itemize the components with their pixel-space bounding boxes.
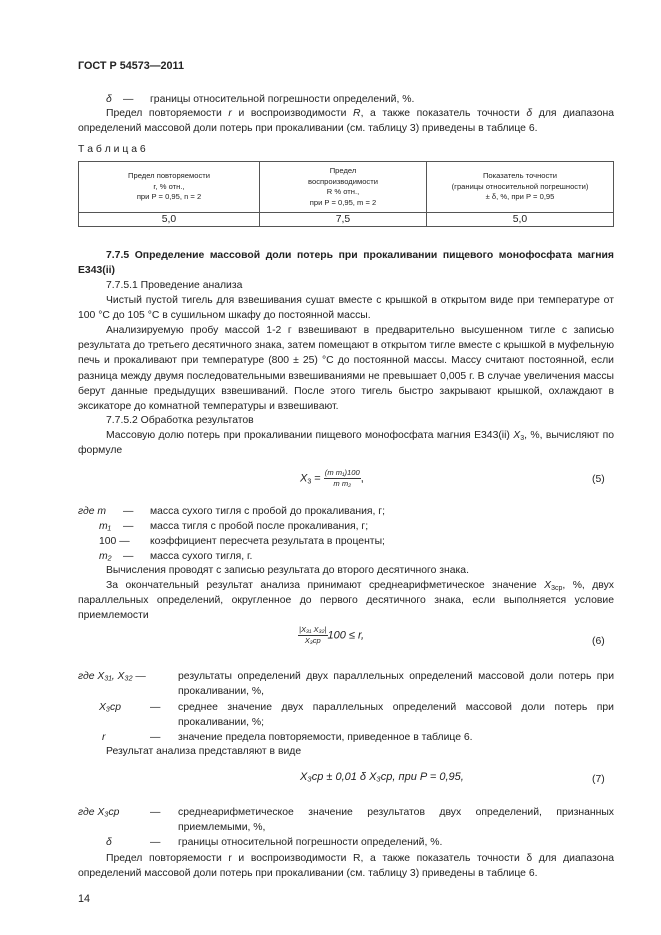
def-dash: — — [150, 807, 161, 818]
def-text-x3cp: среднее значение двух параллельных определений массовой доли потерь при прокаливании, %; — [178, 702, 614, 729]
def-symbol-m1: m₁ — [99, 521, 111, 532]
def-symbol-100: 100 — — [99, 536, 130, 547]
equation-number-5: (5) — [592, 474, 605, 485]
def-symbol-m: где m — [78, 506, 107, 517]
table-header-repeatability: Предел повторяемости r, % отн., при P = 0,95, n = 2 — [79, 162, 260, 213]
document-header: ГОСТ Р 54573—2011 — [78, 60, 184, 72]
section-heading: 7.7.5 Определение массовой доли потерь при прокаливании пищевого монофосфата магния E343(ii) — [78, 250, 614, 277]
delta-symbol: δ — [106, 94, 112, 105]
page-number: 14 — [78, 893, 91, 905]
def-text-m: масса сухого тигля с пробой до прокаливания, г; — [150, 506, 385, 517]
delta-definition: границы относительной погрешности определений, %. — [150, 94, 415, 105]
formula-5: $X_3$ = $\frac{\text{(m m₁)100}}{\text{m m₂}}$ , — [300, 468, 364, 488]
subsection-analysis: 7.7.5.1 Проведение анализа — [106, 280, 243, 291]
paragraph-final-result: За окончательный результат анализа принимают среднеарифметическое значение $X_{3ср}$, %, двух параллельных определений, округленное до первого десятичного знака, если выполняется условие приемлемости — [78, 580, 614, 622]
def-text-m2: масса сухого тигля, г. — [150, 551, 253, 562]
def-dash: — — [150, 732, 161, 743]
formula-7: X₃ср ± 0,01 δ X₃ср, при P = 0,95, — [300, 771, 464, 783]
paragraph-formula-intro: Массовую долю потерь при прокаливании пищевого монофосфата магния E343(ii) $X_3$, %, вычисляют по формуле — [78, 430, 614, 457]
table-cell-repeatability: 5,0 — [79, 213, 260, 227]
def-symbol-x3cp-mean: где X₃ср — [78, 807, 120, 818]
paragraph-sample-ignition: Анализируемую пробу массой 1-2 г взвешивают в предварительно высушенном тигле с записью результата до третьего десятичного знака, затем помещают в открытом тигле вместе с крышкой в муфельную печь и прокаливают при температуре (800 ± 25) °С до постоянной массы. Массу считают постоянной, если разница между двумя последовательными взвешиваниями не превышает 0,005 г. В случае увеличения массы берут данные предыдущих взвешиваний. После этого тигель быстро закрывают крышкой, охлаждают в эксикаторе до комнатной температуры и взвешивают. — [78, 325, 614, 413]
def-dash: — — [123, 521, 134, 532]
precision-paragraph-bottom: Предел повторяемости r и воспроизводимости R, а также показатель точности δ для диапазона определений массовой доли потерь при прокаливании (см. таблицу 3) приведены в таблице 6. — [78, 853, 614, 880]
table-header-accuracy: Показатель точности (границы относительной погрешности) ± δ, %, при P = 0,95 — [427, 162, 614, 213]
subsection-processing: 7.7.5.2 Обработка результатов — [106, 415, 254, 426]
def-text-100: коэффициент пересчета результата в проценты; — [150, 536, 385, 547]
equation-number-6: (6) — [592, 636, 605, 647]
def-text-x3cp-mean: среднеарифметическое значение результатов двух определений, признанных приемлемыми, %, — [178, 807, 614, 834]
def-symbol-x31-x32: где X₃₁, X₃₂ — — [78, 671, 146, 682]
equation-number-7: (7) — [592, 774, 605, 785]
def-symbol-x3cp: X₃ср — [99, 702, 122, 713]
def-text-r: значение предела повторяемости, приведенное в таблице 6. — [178, 732, 473, 743]
paragraph-result-form: Результат анализа представляют в виде — [106, 746, 302, 757]
def-text-m1: масса тигля с пробой после прокаливания, г; — [150, 521, 369, 532]
def-symbol-r: r — [102, 732, 106, 743]
precision-paragraph-top: Предел повторяемости r и воспроизводимости R, а также показатель точности δ для диапазона определений массовой доли потерь при прокаливании (см. таблицу 3) приведены в таблице 6. — [78, 108, 614, 135]
table-cell-accuracy: 5,0 — [427, 213, 614, 227]
def-dash: — — [123, 506, 134, 517]
def-text-x31-x32: результаты определений двух параллельных определений массовой доли потерь при прокаливании, %, — [178, 671, 614, 698]
table-caption: Т а б л и ц а 6 — [78, 144, 146, 155]
def-symbol-delta: δ — [106, 837, 112, 848]
def-dash: — — [150, 837, 161, 848]
delta-dash: — — [123, 94, 134, 105]
formula-6: $\frac{\text{|X₃₁ X₃₂|}}{\text{X₃ср}}$ 100 ≤ r, — [299, 625, 365, 645]
table-cell-reproducibility: 7,5 — [260, 213, 427, 227]
def-dash: — — [150, 702, 161, 713]
def-symbol-m2: m₂ — [99, 551, 112, 562]
paragraph-crucible-drying: Чистый пустой тигель для взвешивания сушат вместе с крышкой в открытом виде при температуре от 100 °С до 105 °С в сушильном шкафу до постоянной массы. — [78, 295, 614, 322]
def-text-delta: границы относительной погрешности определений, %. — [178, 837, 443, 848]
table-6 — [78, 161, 614, 227]
table-header-reproducibility: Предел воспроизводимости R % отн., при P = 0,95, m = 2 — [260, 162, 427, 213]
def-dash: — — [123, 551, 134, 562]
paragraph-rounding: Вычисления проводят с записью результата до второго десятичного знака. — [106, 565, 469, 576]
